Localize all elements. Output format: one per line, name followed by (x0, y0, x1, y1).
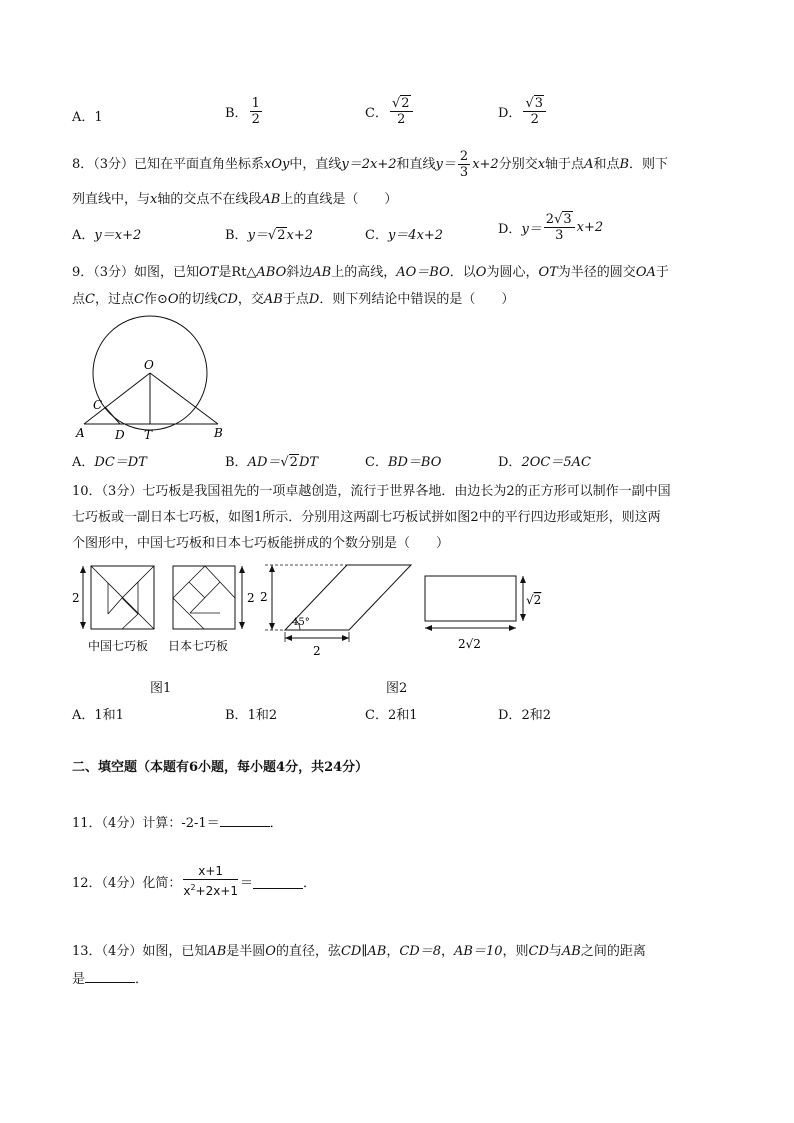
rectangle (425, 576, 516, 621)
q9-option-c[interactable]: C．BD＝BO (365, 455, 442, 470)
fig1-caption: 图1 (150, 681, 172, 696)
q10-stem-line1: 10．（3分）七巧板是我国祖先的一项卓越创造，流行于世界各地．由边长为2的正方形可以制作一副中国 (72, 484, 671, 499)
segment-ob (150, 373, 218, 424)
fraction: $\frac{1}{2}$ (251, 96, 260, 127)
fraction: $\frac{√3}{2}$ (523, 96, 546, 127)
label-a: A (76, 426, 85, 440)
fraction: $\frac{√2}{2}$ (390, 96, 413, 127)
label-b: B (214, 426, 223, 440)
q7-option-d[interactable]: D． $\frac{√3}{2}$ (498, 96, 548, 127)
q9-stem-line1: 9．（3分）如图，已知OT是Rt△ABO斜边AB上的高线，AO＝BO．以O为圆心，OT为半径的圆交OA于 (72, 265, 669, 280)
rectangle-width-label: 2√2 (458, 637, 481, 651)
fig2-caption: 图2 (386, 681, 408, 696)
q9-option-d[interactable]: D．2OC＝5AC (498, 455, 591, 470)
q10-option-c[interactable]: C．2和1 (365, 708, 418, 723)
label-o: O (144, 358, 154, 372)
q7-option-c[interactable]: C． $\frac{√2}{2}$ (365, 96, 415, 127)
q8-stem-line2: 列直线中，与x轴的交点不在线段AB上的直线是（ ） (72, 192, 398, 207)
q10-figure1 (70, 558, 270, 658)
q8-option-d[interactable]: D．y＝ $\frac{2√3}{3}$ x+2 (498, 212, 604, 243)
rectangle-height-label: √2 (526, 593, 542, 607)
q11-answer-blank[interactable] (220, 813, 270, 827)
q11: 11．（4分）计算：-2-1＝ ． (72, 812, 283, 831)
q9-stem-line2: 点C，过点C作⊙O的切线CD，交AB于点D．则下列结论中错误的是（ ） (72, 292, 515, 307)
q10-option-d[interactable]: D．2和2 (498, 708, 551, 723)
chinese-tangram-label: 中国七巧板 (88, 639, 149, 653)
q12-answer-blank[interactable] (253, 875, 303, 889)
q8-option-c[interactable]: C．y＝4x+2 (365, 228, 444, 243)
q10-stem-line2: 七巧板或一副日本七巧板，如图1所示．分别用这两副七巧板试拼如图2中的平行四边形或矩形，则这两 (72, 510, 661, 525)
q10-option-a[interactable]: A．1和1 (72, 708, 124, 723)
q9-option-b[interactable]: B．AD＝√2DT (225, 455, 319, 470)
q12: 12．（4分）化简： $\frac{x+1}{x^2+2x+1}$ ＝ ． (72, 864, 317, 898)
q10-figure2 (255, 558, 542, 663)
q7-option-a[interactable]: A．1 (72, 110, 103, 125)
label-t: T (144, 428, 153, 442)
q9-option-a[interactable]: A．DC＝DT (72, 455, 147, 470)
q7-option-b[interactable]: B． $\frac{1}{2}$ (225, 96, 260, 127)
q8-option-b[interactable]: B．y＝√2x+2 (225, 228, 313, 243)
q13-line1: 13．（4分）如图，已知AB是半圆O的直径，弦CD∥AB，CD＝8，AB＝10，则CD与AB之间的距离 (72, 944, 646, 959)
japanese-side-label: 2 (247, 591, 255, 605)
label-d: D (115, 428, 125, 442)
fraction: $\frac{2}{3}$ (459, 149, 469, 180)
q10-option-b[interactable]: B．1和2 (225, 708, 278, 723)
segment-cd (105, 407, 120, 424)
q8-option-a[interactable]: A．y＝x+2 (72, 228, 142, 243)
section2-title: 二、填空题（本题有6小题，每小题4分，共24分） (72, 760, 369, 775)
japanese-tangram-label: 日本七巧板 (168, 639, 229, 653)
fraction: $\frac{2√3}{3}$ (544, 212, 575, 243)
angle-label: 45° (292, 617, 310, 628)
chinese-side-label: 2 (72, 591, 80, 605)
q12-fraction: $\frac{x+1}{x^2+2x+1}$ (183, 864, 239, 898)
q13-line2: 是 ． (72, 968, 148, 987)
parallelogram-height-label: 2 (260, 590, 268, 604)
q9-figure (60, 310, 240, 445)
q10-stem-line3: 个图形中，中国七巧板和日本七巧板能拼成的个数分别是（ ） (72, 536, 450, 551)
parallelogram-base-label: 2 (313, 644, 321, 658)
q8-stem-line1: 8．（3分）已知在平面直角坐标系xOy中，直线y＝2x+2和直线y＝ $\frac{2}{3}$ x+2分别交x轴于点A和点B．则下 (72, 149, 669, 180)
q13-answer-blank[interactable] (85, 969, 135, 983)
label-c: C (93, 398, 103, 412)
